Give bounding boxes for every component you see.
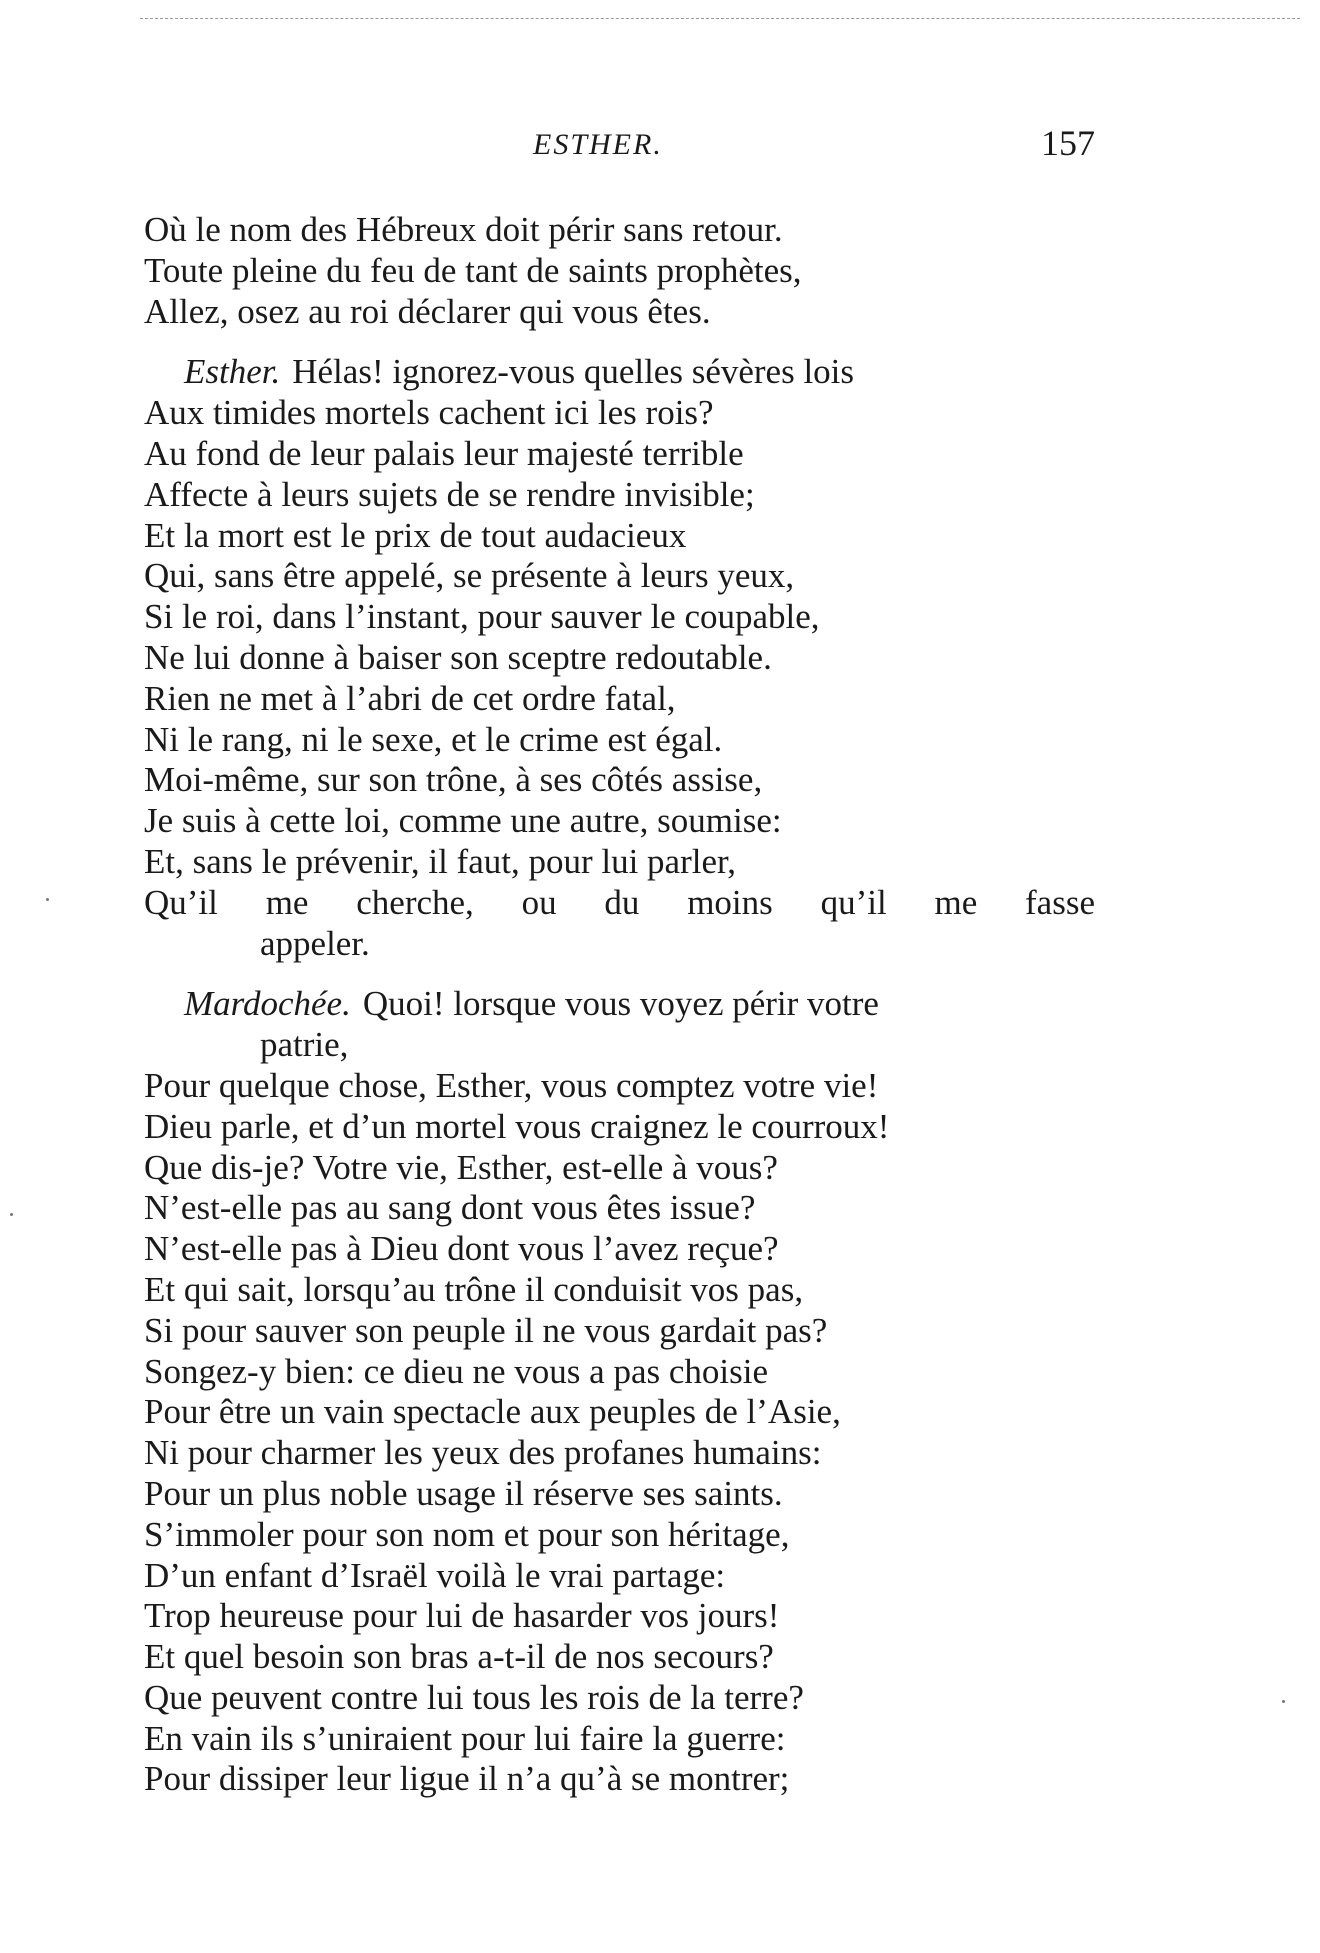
mardochee-speech-opening	[144, 984, 1095, 1025]
verse-line: Et quel besoin son bras a-t-il de nos secours?	[144, 1637, 774, 1677]
verse-line: Affecte à leurs sujets de se rendre invisible;	[144, 474, 755, 514]
running-head	[140, 123, 1095, 172]
verse-line: Au fond de leur palais leur majesté terrible	[144, 433, 744, 473]
verse-line: Que peuvent contre lui tous les rois de la terre?	[144, 1677, 804, 1717]
verse-line: S’immoler pour son nom et pour son héritage,	[144, 1514, 790, 1554]
word: Qu’il	[144, 882, 218, 922]
verse-line: Ni le rang, ni le sexe, et le crime est égal.	[144, 719, 723, 759]
speaker-name-esther: Esther.	[184, 352, 281, 392]
verse-line: N’est-elle pas à Dieu dont vous l’avez reçue?	[144, 1229, 779, 1269]
word: qu’il	[820, 882, 887, 922]
verse-line: En vain ils s’uniraient pour lui faire la guerre:	[144, 1718, 786, 1758]
word: me	[934, 882, 978, 922]
scan-speck	[1282, 1700, 1285, 1703]
verse-line: Pour quelque chose, Esther, vous comptez votre vie!	[144, 1065, 879, 1105]
verse-line: Et qui sait, lorsqu’au trône il conduisit vos pas,	[144, 1269, 804, 1309]
word: me	[265, 882, 309, 922]
verse-line: Si le roi, dans l’instant, pour sauver le coupable,	[144, 597, 820, 637]
verse-line: Rien ne met à l’abri de cet ordre fatal,	[144, 678, 676, 718]
verse-line: Qui, sans être appelé, se présente à leurs yeux,	[144, 556, 795, 596]
scan-speck	[10, 1213, 13, 1216]
verse-line: Pour être un vain spectacle aux peuples de l’Asie,	[144, 1392, 841, 1432]
verse-line: Et la mort est le prix de tout audacieux	[144, 515, 687, 555]
verse-line-justified	[144, 883, 1095, 924]
verse-line: Si pour sauver son peuple il ne vous gardait pas?	[144, 1310, 828, 1350]
running-title: ESTHER.	[533, 128, 663, 161]
verse-line: Allez, osez au roi déclarer qui vous êtes.	[144, 291, 711, 331]
verse-line: Que dis-je? Votre vie, Esther, est-elle à vous?	[144, 1147, 778, 1187]
word: ou	[521, 882, 557, 922]
word: du	[604, 882, 640, 922]
verse-line: Toute pleine du feu de tant de saints prophètes,	[144, 250, 802, 290]
verse-line: Dieu parle, et d’un mortel vous craignez le courroux!	[144, 1106, 890, 1146]
verse-line-continuation: patrie,	[260, 1025, 349, 1065]
esther-speech-opening	[144, 352, 1095, 393]
verse-line: Songez-y bien: ce dieu ne vous a pas choisie	[144, 1351, 768, 1391]
verse-line: Moi-même, sur son trône, à ses côtés assise,	[144, 760, 763, 800]
word: fasse	[1025, 882, 1095, 922]
verse-line: Et, sans le prévenir, il faut, pour lui parler,	[144, 841, 737, 881]
verse-line: Aux timides mortels cachent ici les rois?	[144, 393, 714, 433]
word: cherche,	[356, 882, 474, 922]
scan-speck	[46, 898, 49, 901]
verse-line: N’est-elle pas au sang dont vous êtes issue?	[144, 1188, 756, 1228]
word: moins	[687, 882, 773, 922]
verse-line: Où le nom des Hébreux doit périr sans retour.	[144, 210, 783, 249]
top-edge-rule	[140, 18, 1300, 19]
verse-line: Je suis à cette loi, comme une autre, soumise:	[144, 801, 782, 841]
speaker-name-mardochee: Mardochée.	[184, 984, 351, 1024]
verse-line: D’un enfant d’Israël voilà le vrai partage:	[144, 1555, 726, 1595]
verse-text: Hélas! ignorez-vous quelles sévères lois	[292, 352, 855, 392]
verse-block	[144, 210, 1095, 1800]
verse-line: Pour un plus noble usage il réserve ses saints.	[144, 1473, 783, 1513]
verse-line-continuation: appeler.	[260, 923, 370, 963]
page-number: 157	[1041, 123, 1095, 163]
verse-line: Ne lui donne à baiser son sceptre redoutable.	[144, 637, 772, 677]
verse-line: Trop heureuse pour lui de hasarder vos jours!	[144, 1596, 780, 1636]
verse-line: Ni pour charmer les yeux des profanes humains:	[144, 1433, 822, 1473]
verse-text: Quoi! lorsque vous voyez périr votre	[362, 984, 879, 1024]
verse-line: Pour dissiper leur ligue il n’a qu’à se montrer;	[144, 1759, 790, 1799]
